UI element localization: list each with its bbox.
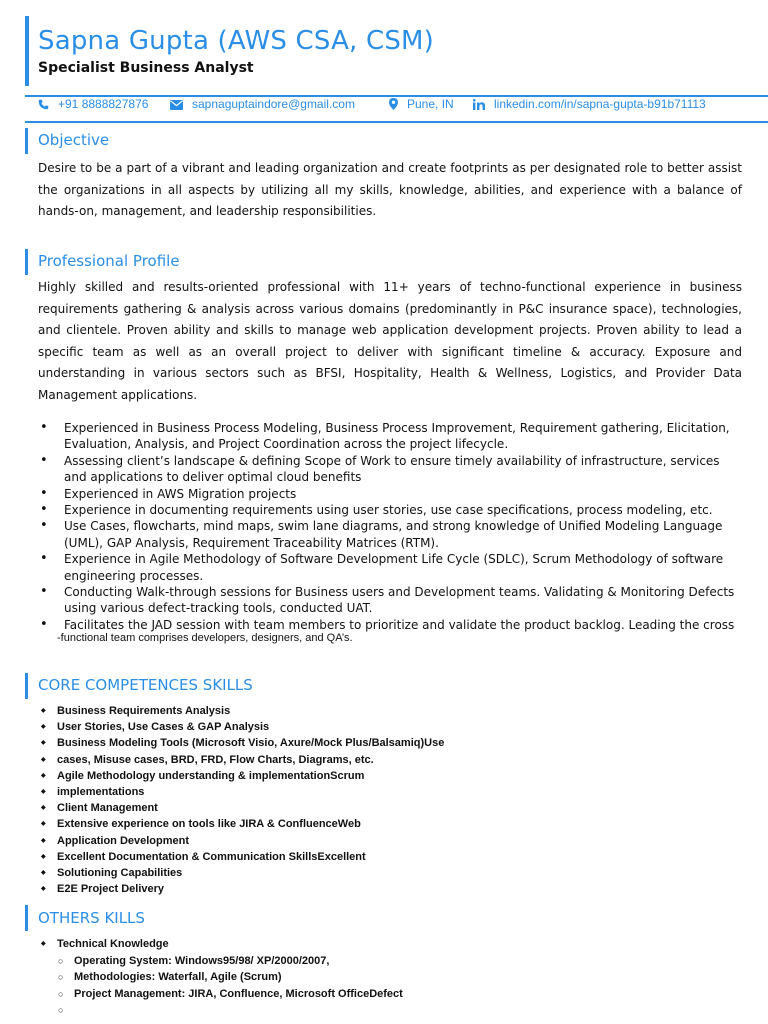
contact-email-text: sapnaguptaindore@gmail.com (192, 97, 355, 111)
candidate-name: Sapna Gupta (AWS CSA, CSM) (38, 26, 435, 56)
contact-location-text: Pune, IN (407, 97, 454, 111)
list-item: • Assessing client’s landscape & defining Scope of Work to ensure timely availability of infrastructure, services and applications to deliver optimal cloud benefits (38, 453, 743, 486)
core-accent-bar (25, 673, 28, 699)
others-skill-list (38, 936, 738, 1019)
list-item: ◆ Excellent Documentation & Communication SkillsExcellent (38, 849, 738, 865)
others-heading: OTHERS KILLS (38, 909, 145, 927)
core-heading: CORE COMPETENCES SKILLS (38, 676, 253, 694)
linkedin-icon (473, 99, 485, 110)
list-item: ◆ Business Requirements Analysis (38, 703, 738, 719)
list-item: • Experienced in AWS Migration projects (38, 486, 743, 502)
location-icon (389, 98, 398, 110)
list-item: • Conducting Walk-through sessions for Business users and Development teams. Validating & Monitoring Defects using various defect-tracking tools, conducted UAT. (38, 584, 743, 617)
list-item: ◆ E2E Project Delivery (38, 881, 738, 897)
profile-heading: Professional Profile (38, 252, 180, 270)
bullet-continuation: -functional team comprises developers, designers, and QA’s. (57, 632, 353, 644)
list-item: ◆ Extensive experience on tools like JIRA & ConfluenceWeb (38, 816, 738, 832)
contact-bottom-rule (25, 121, 768, 123)
list-item: • Experience in Agile Methodology of Software Development Life Cycle (SDLC), Scrum Methodology of software engineering processes. (38, 551, 743, 584)
objective-heading: Objective (38, 131, 110, 149)
objective-text: Desire to be a part of a vibrant and leading organization and create footprints as per designated role to better assist the organizations in all aspects by utilizing all my skills, knowledge, abilities, and experience with a balance of hands-on, management, and leadership responsibilities. (38, 161, 742, 218)
list-item (38, 1002, 738, 1019)
list-item: • Experienced in Business Process Modeling, Business Process Improvement, Requirement gathering, Elicitation, Evaluation, Analysis, and Project Coordination across the project lifecycle. (38, 420, 743, 453)
list-item: ◆ implementations (38, 784, 738, 800)
list-item: ◆ Agile Methodology understanding & implementationScrum (38, 768, 738, 784)
list-item: ◆ cases, Misuse cases, BRD, FRD, Flow Charts, Diagrams, etc. (38, 752, 738, 768)
header-accent-bar (25, 16, 29, 86)
list-item: ◆ Business Modeling Tools (Microsoft Visio, Axure/Mock Plus/Balsamiq)Use (38, 735, 738, 751)
phone-icon (38, 99, 49, 110)
list-item: • Facilitates the JAD session with team members to prioritize and validate the product backlog. Leading the cross (38, 617, 743, 633)
contact-phone[interactable] (38, 97, 148, 111)
list-item: • Use Cases, flowcharts, mind maps, swim lane diagrams, and strong knowledge of Unified Modeling Language (UML), GAP Analysis, Requirement Traceability Matrices (RTM). (38, 518, 743, 551)
list-item: ◆ Solutioning Capabilities (38, 865, 738, 881)
list-item: ○ Operating System: Windows95/98/ XP/2000/2007, (38, 953, 738, 970)
contact-email[interactable] (170, 97, 355, 111)
contact-phone-text: +91 8888827876 (58, 97, 149, 111)
objective-accent-bar (25, 128, 28, 154)
others-accent-bar (25, 905, 28, 931)
contact-linkedin-text: linkedin.com/in/sapna-gupta-b91b71113 (494, 97, 706, 111)
contact-location[interactable] (389, 97, 454, 111)
core-skill-list (38, 703, 738, 897)
list-item: ◆ Technical Knowledge (38, 936, 738, 953)
list-item: ○ Project Management: JIRA, Confluence, Microsoft OfficeDefect (38, 986, 738, 1003)
profile-bullet-list (38, 420, 743, 633)
list-item: ◆ Application Development (38, 833, 738, 849)
list-item: ◆ User Stories, Use Cases & GAP Analysis (38, 719, 738, 735)
list-item: ◆ Client Management (38, 800, 738, 816)
profile-accent-bar (25, 249, 28, 275)
others-sub-list (38, 953, 738, 1019)
contact-linkedin[interactable] (473, 97, 706, 111)
job-title: Specialist Business Analyst (38, 60, 254, 76)
list-item: ○ Methodologies: Waterfall, Agile (Scrum) (38, 969, 738, 986)
list-item: • Experience in documenting requirements using user stories, use case specifications, process modeling, etc. (38, 502, 743, 518)
email-icon (170, 100, 183, 110)
profile-text: Highly skilled and results-oriented professional with 11+ years of techno-functional experience in business requirements gathering & analysis across various domains (predominantly in P&C insurance space), technologies, and clientele. Proven ability and skills to manage web application development projects. Proven ability to lead a specific team as well as an overall project to deliver with significant timeline & accuracy. Exposure and understanding in various sectors such as BFSI, Hospitality, Health & Wellness, Logistics, and Provider Data Management applications. (38, 280, 742, 402)
